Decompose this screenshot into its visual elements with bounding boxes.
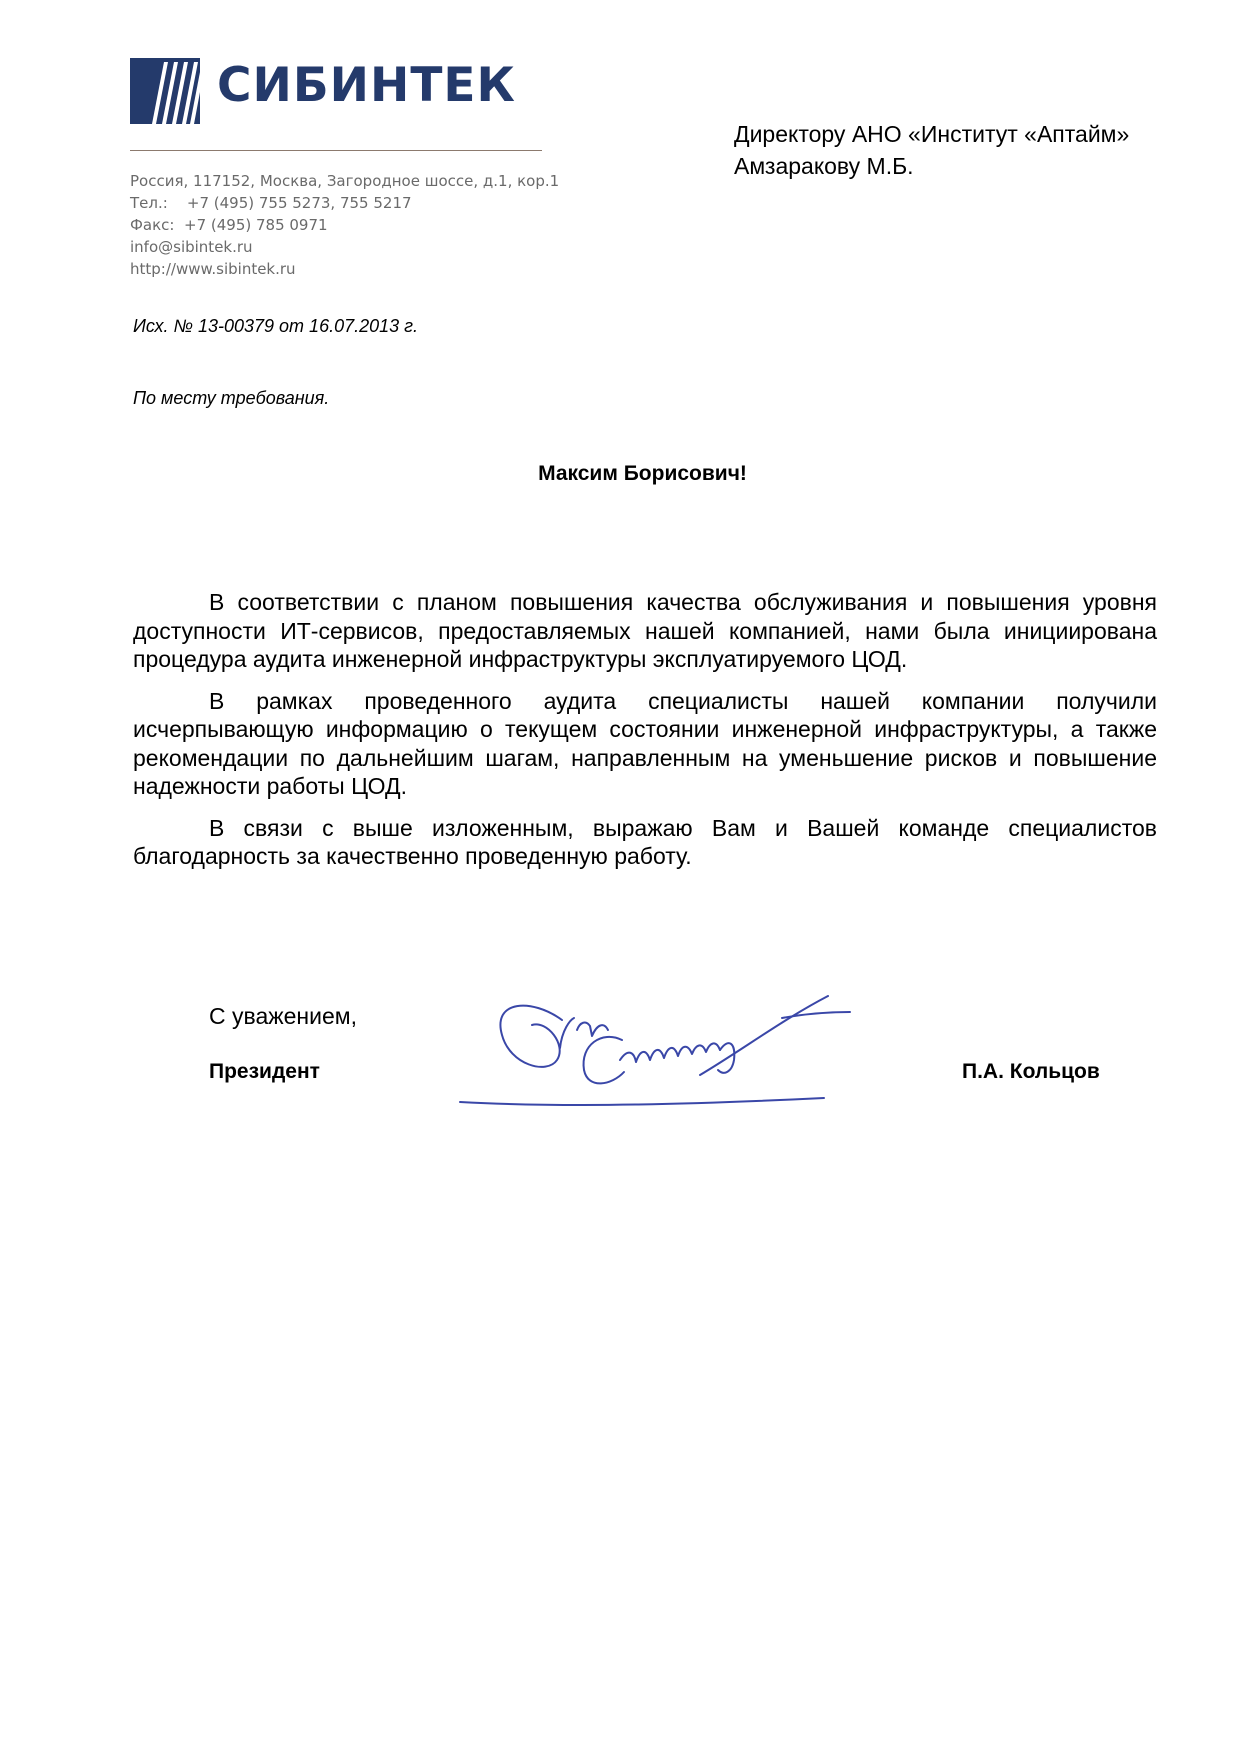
closing-regards: С уважением, (209, 1003, 357, 1029)
company-address: Россия, 117152, Москва, Загородное шоссе, д.1, кор.1 (130, 172, 560, 190)
company-fax: Факс: +7 (495) 785 0971 (130, 216, 328, 234)
header-divider (130, 150, 542, 151)
salutation: Максим Борисович! (538, 462, 747, 485)
letter-body (133, 588, 1157, 884)
company-logo-icon (130, 58, 200, 124)
to-whom-line: По месту требования. (133, 388, 330, 408)
company-contacts (130, 170, 559, 280)
outgoing-reference: Исх. № 13-00379 от 16.07.2013 г. (133, 316, 419, 336)
company-name: СИБИНТЕК (217, 58, 516, 113)
addressee-line-2: Амзаракову М.Б. (734, 153, 914, 179)
body-paragraph-3: В связи с выше изложенным, выражаю Вам и Вашей команде специалистов благодарность за качественно проведенную работу. (133, 814, 1157, 869)
body-paragraph-1: В соответствии с планом повышения качества обслуживания и повышения уровня доступности ИТ-сервисов, предоставляемых нашей компанией, нами была инициирована процедура аудита инженерной инфраструктуры эксплуатируемого ЦОД. (133, 589, 1157, 672)
handwritten-signature (452, 990, 882, 1120)
signer-position: Президент (209, 1060, 320, 1083)
company-phone: Тел.: +7 (495) 755 5273, 755 5217 (130, 194, 412, 212)
addressee-line-1: Директору АНО «Институт «Аптайм» (734, 121, 1130, 147)
body-paragraph-2: В рамках проведенного аудита специалисты нашей компании получили исчерпывающую информацию о текущем состоянии инженерной инфраструктуры, а также рекомендации по дальнейшим шагам, направленным на уменьшение рисков и повышение надежности работы ЦОД. (133, 687, 1157, 799)
addressee-block (734, 118, 1129, 182)
signer-name: П.А. Кольцов (962, 1060, 1100, 1083)
company-website: http://www.sibintek.ru (130, 260, 296, 278)
company-email: info@sibintek.ru (130, 238, 253, 256)
